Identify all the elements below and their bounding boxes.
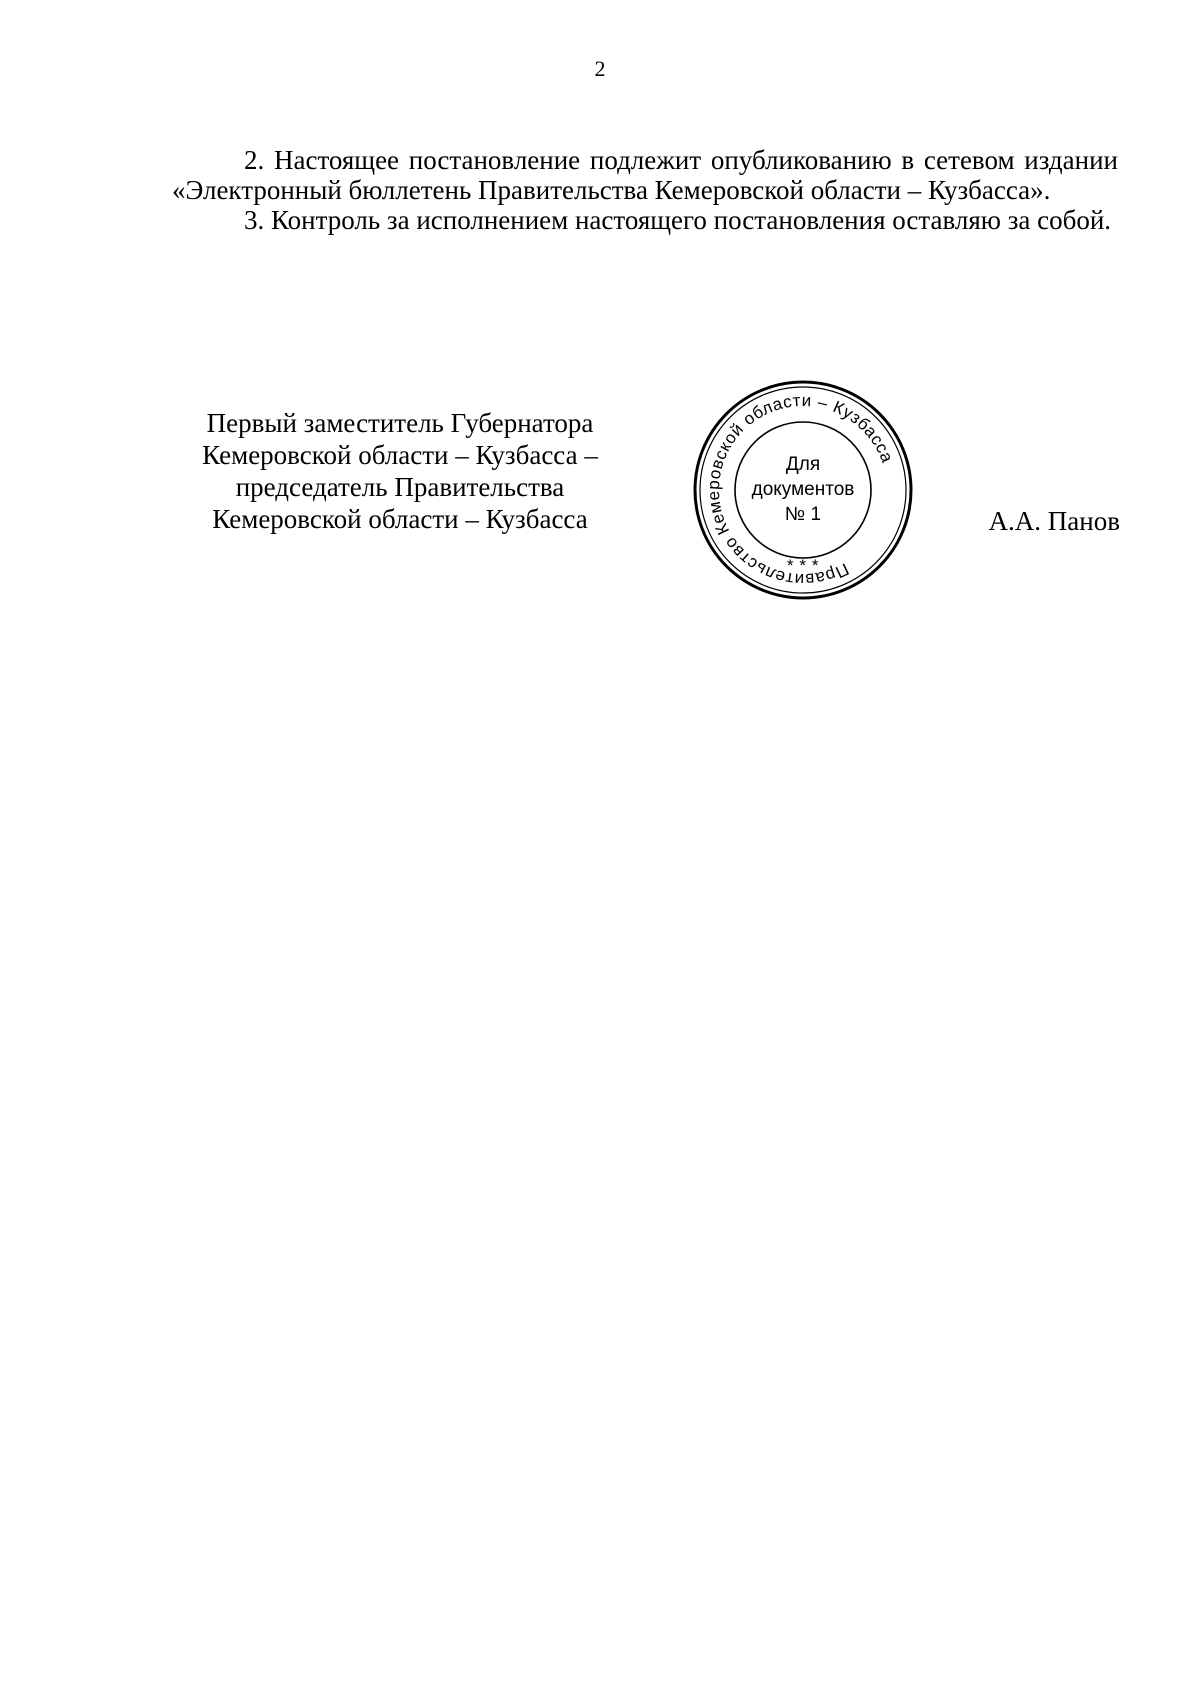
signatory-position-line: Первый заместитель Губернатора xyxy=(206,408,594,438)
seal-ring-text: Правительство Кемеровской области – Кузбасса xyxy=(703,390,897,590)
seal-bottom-marks: * * * xyxy=(786,556,820,575)
paragraph-publication: 2. Настоящее постановление подлежит опубликованию в сетевом издании «Электронный бюллетень Правительства Кемеровской области – Кузбасса». xyxy=(172,145,1118,205)
seal-center-line: документов xyxy=(751,479,855,500)
paragraph-control: 3. Контроль за исполнением настоящего постановления оставляю за собой. xyxy=(244,205,1112,235)
page-number: 2 xyxy=(594,56,606,81)
document-body xyxy=(172,145,1118,235)
seal-center-line: Для xyxy=(785,454,821,475)
signatory-position xyxy=(170,407,630,535)
seal-center-line: № 1 xyxy=(784,504,822,525)
signatory-position-line: председатель Правительства xyxy=(235,472,565,502)
signatory-position-line: Кемеровской области – Кузбасса – xyxy=(202,440,598,470)
official-seal-stamp xyxy=(688,375,918,605)
signatory-name: А.А. Панов xyxy=(988,506,1120,536)
signatory-position-line: Кемеровской области – Кузбасса xyxy=(212,504,588,534)
